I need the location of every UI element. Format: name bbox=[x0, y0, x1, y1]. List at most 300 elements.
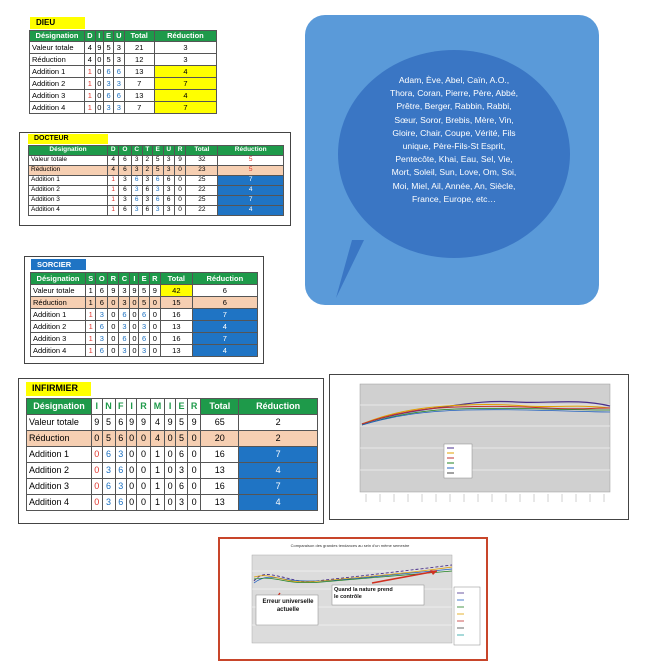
value-cell: 0 bbox=[174, 196, 185, 206]
value-cell: 5 bbox=[139, 285, 149, 297]
value-cell: 3 bbox=[139, 321, 149, 333]
reduction-cell: 5 bbox=[218, 156, 284, 166]
value-cell: 0 bbox=[95, 78, 104, 90]
sorcier-table bbox=[30, 272, 258, 357]
total-cell: 7 bbox=[124, 102, 154, 114]
value-cell: 3 bbox=[152, 206, 163, 216]
row-label: Addition 1 bbox=[29, 176, 108, 186]
value-cell: 6 bbox=[119, 186, 131, 196]
value-cell: 1 bbox=[86, 321, 96, 333]
value-cell: 5 bbox=[175, 431, 187, 447]
value-cell: 3 bbox=[139, 345, 149, 357]
value-cell: 6 bbox=[114, 90, 125, 102]
value-cell: 4 bbox=[150, 431, 165, 447]
row-label: Réduction bbox=[30, 54, 85, 66]
trend-chart bbox=[336, 378, 622, 516]
value-cell: 0 bbox=[165, 463, 176, 479]
value-cell: 6 bbox=[152, 176, 163, 186]
value-cell: 2 bbox=[142, 166, 152, 176]
value-cell: 6 bbox=[104, 90, 114, 102]
value-cell: 0 bbox=[174, 186, 185, 196]
total-cell: 15 bbox=[160, 297, 192, 309]
row-label: Réduction bbox=[31, 297, 86, 309]
value-cell: 0 bbox=[126, 447, 137, 463]
value-cell: 4 bbox=[85, 54, 96, 66]
value-cell: 3 bbox=[119, 285, 130, 297]
reduction-cell: 4 bbox=[192, 345, 257, 357]
value-cell: 0 bbox=[165, 431, 176, 447]
annotation-left-line-2: actuelle bbox=[276, 607, 300, 613]
value-cell: 6 bbox=[119, 206, 131, 216]
annotation-universal-error bbox=[257, 598, 319, 614]
reduction-cell: 4 bbox=[218, 186, 284, 196]
value-cell: 6 bbox=[115, 495, 126, 511]
infirmier-table bbox=[26, 398, 318, 511]
value-cell: 9 bbox=[130, 285, 139, 297]
row-label: Addition 2 bbox=[29, 186, 108, 196]
header-cell: I bbox=[92, 399, 103, 415]
table-row bbox=[27, 463, 318, 479]
value-cell: 1 bbox=[86, 297, 96, 309]
header-cell: Réduction bbox=[154, 31, 216, 42]
word-list-line: France, Europe, etc… bbox=[411, 193, 497, 204]
value-cell: 5 bbox=[104, 54, 114, 66]
value-cell: 5 bbox=[152, 156, 163, 166]
value-cell: 5 bbox=[102, 431, 115, 447]
table-row bbox=[30, 90, 217, 102]
total-cell: 22 bbox=[186, 186, 218, 196]
header-cell: O bbox=[96, 273, 108, 285]
row-label: Addition 4 bbox=[30, 102, 85, 114]
value-cell: 0 bbox=[174, 206, 185, 216]
total-cell: 13 bbox=[201, 463, 239, 479]
value-cell: 6 bbox=[139, 333, 149, 345]
value-cell: 6 bbox=[163, 176, 174, 186]
value-cell: 3 bbox=[163, 156, 174, 166]
value-cell: 0 bbox=[130, 333, 139, 345]
header-cell: U bbox=[114, 31, 125, 42]
value-cell: 0 bbox=[92, 463, 103, 479]
value-cell: 6 bbox=[96, 345, 108, 357]
table-row bbox=[27, 415, 318, 431]
value-cell: 3 bbox=[119, 297, 130, 309]
row-label: Addition 1 bbox=[30, 66, 85, 78]
table-row bbox=[30, 102, 217, 114]
value-cell: 0 bbox=[130, 309, 139, 321]
total-cell: 42 bbox=[160, 285, 192, 297]
header-cell: Réduction bbox=[239, 399, 318, 415]
value-cell: 1 bbox=[150, 495, 165, 511]
value-cell: 0 bbox=[95, 66, 104, 78]
reduction-cell: 7 bbox=[218, 176, 284, 186]
header-cell: Désignation bbox=[27, 399, 92, 415]
value-cell: 6 bbox=[96, 285, 108, 297]
total-cell: 25 bbox=[186, 196, 218, 206]
annotation-left-line-1: Erreur universelle bbox=[262, 599, 314, 605]
value-cell: 3 bbox=[115, 479, 126, 495]
value-cell: 1 bbox=[150, 463, 165, 479]
value-cell: 3 bbox=[96, 309, 108, 321]
value-cell: 0 bbox=[108, 333, 119, 345]
sorcier-title: SORCIER bbox=[31, 259, 86, 270]
word-list-line: Moi, Miel, Ail, Année, An, Siècle, bbox=[392, 180, 516, 191]
value-cell: 3 bbox=[142, 176, 152, 186]
word-list-line: Pentecôte, Khai, Eau, Sel, Vie, bbox=[395, 154, 513, 165]
value-cell: 0 bbox=[149, 309, 160, 321]
word-list-line: Prêtre, Berger, Rabbin, Rabbi, bbox=[396, 101, 512, 112]
table-row bbox=[31, 345, 258, 357]
value-cell: 1 bbox=[85, 102, 96, 114]
value-cell: 6 bbox=[131, 176, 142, 186]
value-cell: 3 bbox=[119, 196, 131, 206]
header-cell: Total bbox=[160, 273, 192, 285]
value-cell: 6 bbox=[119, 309, 130, 321]
header-cell: I bbox=[126, 399, 137, 415]
value-cell: 1 bbox=[86, 309, 96, 321]
value-cell: 0 bbox=[137, 479, 150, 495]
row-label: Valeur totale bbox=[31, 285, 86, 297]
value-cell: 0 bbox=[92, 495, 103, 511]
value-cell: 0 bbox=[126, 431, 137, 447]
value-cell: 0 bbox=[130, 297, 139, 309]
total-cell: 65 bbox=[201, 415, 239, 431]
value-cell: 0 bbox=[174, 166, 185, 176]
total-cell: 13 bbox=[124, 90, 154, 102]
table-row bbox=[29, 206, 284, 216]
header-cell: Réduction bbox=[218, 146, 284, 156]
total-cell: 21 bbox=[124, 42, 154, 54]
value-cell: 0 bbox=[165, 479, 176, 495]
value-cell: 0 bbox=[137, 495, 150, 511]
value-cell: 9 bbox=[126, 415, 137, 431]
total-cell: 20 bbox=[201, 431, 239, 447]
value-cell: 0 bbox=[149, 297, 160, 309]
header-cell: I bbox=[95, 31, 104, 42]
value-cell: 9 bbox=[92, 415, 103, 431]
value-cell: 3 bbox=[119, 321, 130, 333]
row-label: Addition 2 bbox=[31, 321, 86, 333]
total-cell: 23 bbox=[186, 166, 218, 176]
row-label: Addition 4 bbox=[27, 495, 92, 511]
value-cell: 0 bbox=[95, 102, 104, 114]
table-row bbox=[31, 297, 258, 309]
row-label: Réduction bbox=[29, 166, 108, 176]
value-cell: 9 bbox=[165, 415, 176, 431]
value-cell: 0 bbox=[149, 321, 160, 333]
total-cell: 25 bbox=[186, 176, 218, 186]
value-cell: 0 bbox=[137, 463, 150, 479]
value-cell: 6 bbox=[131, 196, 142, 206]
header-cell: U bbox=[163, 146, 174, 156]
value-cell: 0 bbox=[165, 447, 176, 463]
value-cell: 5 bbox=[152, 166, 163, 176]
value-cell: 4 bbox=[108, 156, 119, 166]
row-label: Valeur totale bbox=[30, 42, 85, 54]
table-row bbox=[30, 54, 217, 66]
value-cell: 0 bbox=[92, 447, 103, 463]
header-cell: E bbox=[152, 146, 163, 156]
value-cell: 3 bbox=[104, 78, 114, 90]
reduction-cell: 7 bbox=[239, 479, 318, 495]
value-cell: 3 bbox=[142, 196, 152, 206]
value-cell: 6 bbox=[114, 66, 125, 78]
value-cell: 3 bbox=[175, 495, 187, 511]
reduction-cell: 4 bbox=[192, 321, 257, 333]
value-cell: 0 bbox=[149, 345, 160, 357]
value-cell: 3 bbox=[163, 166, 174, 176]
value-cell: 6 bbox=[139, 309, 149, 321]
word-list-line: Thora, Coran, Pierre, Père, Abbé, bbox=[389, 88, 519, 99]
value-cell: 4 bbox=[85, 42, 96, 54]
header-cell: Désignation bbox=[29, 146, 108, 156]
header-cell: Réduction bbox=[192, 273, 257, 285]
header-cell: R bbox=[137, 399, 150, 415]
annotation-nature-control bbox=[334, 587, 424, 601]
row-label: Addition 3 bbox=[31, 333, 86, 345]
value-cell: 9 bbox=[174, 156, 185, 166]
value-cell: 3 bbox=[131, 166, 142, 176]
value-cell: 0 bbox=[188, 447, 201, 463]
table-row bbox=[30, 42, 217, 54]
docteur-title: DOCTEUR bbox=[28, 134, 108, 144]
reduction-cell: 7 bbox=[192, 333, 257, 345]
row-label: Addition 3 bbox=[29, 196, 108, 206]
reduction-cell: 6 bbox=[192, 297, 257, 309]
value-cell: 3 bbox=[163, 186, 174, 196]
value-cell: 0 bbox=[130, 321, 139, 333]
value-cell: 3 bbox=[131, 186, 142, 196]
header-cell: Désignation bbox=[30, 31, 85, 42]
reduction-cell: 4 bbox=[218, 206, 284, 216]
reduction-cell: 2 bbox=[239, 431, 318, 447]
value-cell: 6 bbox=[115, 415, 126, 431]
word-list bbox=[345, 74, 563, 206]
table-row bbox=[30, 66, 217, 78]
value-cell: 3 bbox=[115, 447, 126, 463]
reduction-cell: 4 bbox=[239, 463, 318, 479]
value-cell: 0 bbox=[149, 333, 160, 345]
value-cell: 6 bbox=[104, 66, 114, 78]
word-list-line: Gloire, Chair, Coupe, Vérité, Fils bbox=[392, 127, 516, 138]
reduction-cell: 3 bbox=[154, 42, 216, 54]
row-label: Addition 1 bbox=[27, 447, 92, 463]
value-cell: 9 bbox=[95, 42, 104, 54]
table-row bbox=[29, 166, 284, 176]
row-label: Valeur totale bbox=[29, 156, 108, 166]
value-cell: 1 bbox=[108, 206, 119, 216]
value-cell: 6 bbox=[119, 156, 131, 166]
value-cell: 3 bbox=[163, 206, 174, 216]
header-cell: E bbox=[139, 273, 149, 285]
reduction-cell: 2 bbox=[239, 415, 318, 431]
value-cell: 0 bbox=[108, 321, 119, 333]
word-list-line: Adam, Ève, Abel, Caïn, A.O., bbox=[398, 75, 510, 85]
reduction-cell: 5 bbox=[218, 166, 284, 176]
value-cell: 0 bbox=[126, 463, 137, 479]
value-cell: 3 bbox=[114, 78, 125, 90]
value-cell: 5 bbox=[175, 415, 187, 431]
total-cell: 12 bbox=[124, 54, 154, 66]
value-cell: 0 bbox=[92, 431, 103, 447]
reduction-cell: 7 bbox=[239, 447, 318, 463]
value-cell: 9 bbox=[188, 415, 201, 431]
value-cell: 1 bbox=[86, 345, 96, 357]
value-cell: 1 bbox=[108, 196, 119, 206]
table-row bbox=[31, 321, 258, 333]
value-cell: 6 bbox=[96, 297, 108, 309]
reduction-cell: 7 bbox=[154, 102, 216, 114]
value-cell: 0 bbox=[92, 479, 103, 495]
value-cell: 6 bbox=[119, 166, 131, 176]
value-cell: 6 bbox=[142, 206, 152, 216]
value-cell: 0 bbox=[137, 431, 150, 447]
row-label: Addition 3 bbox=[30, 90, 85, 102]
table-row bbox=[27, 479, 318, 495]
value-cell: 3 bbox=[119, 176, 131, 186]
value-cell: 1 bbox=[85, 66, 96, 78]
total-cell: 13 bbox=[160, 321, 192, 333]
value-cell: 0 bbox=[126, 495, 137, 511]
value-cell: 2 bbox=[142, 156, 152, 166]
total-cell: 16 bbox=[160, 309, 192, 321]
header-cell: D bbox=[108, 146, 119, 156]
value-cell: 6 bbox=[175, 479, 187, 495]
value-cell: 9 bbox=[137, 415, 150, 431]
header-cell: R bbox=[188, 399, 201, 415]
total-cell: 16 bbox=[160, 333, 192, 345]
value-cell: 0 bbox=[165, 495, 176, 511]
value-cell: 0 bbox=[137, 447, 150, 463]
value-cell: 3 bbox=[96, 333, 108, 345]
value-cell: 6 bbox=[102, 447, 115, 463]
value-cell: 0 bbox=[188, 495, 201, 511]
value-cell: 3 bbox=[114, 54, 125, 66]
row-label: Addition 4 bbox=[29, 206, 108, 216]
total-cell: 13 bbox=[124, 66, 154, 78]
value-cell: 6 bbox=[115, 431, 126, 447]
total-cell: 13 bbox=[160, 345, 192, 357]
header-cell: M bbox=[150, 399, 165, 415]
table-row bbox=[27, 431, 318, 447]
value-cell: 4 bbox=[150, 415, 165, 431]
table-row bbox=[31, 285, 258, 297]
value-cell: 1 bbox=[150, 447, 165, 463]
header-cell: E bbox=[104, 31, 114, 42]
docteur-table bbox=[28, 145, 284, 216]
reduction-cell: 4 bbox=[154, 66, 216, 78]
reduction-cell: 7 bbox=[218, 196, 284, 206]
table-row bbox=[27, 447, 318, 463]
value-cell: 1 bbox=[85, 78, 96, 90]
value-cell: 0 bbox=[174, 176, 185, 186]
value-cell: 5 bbox=[104, 42, 114, 54]
table-row bbox=[29, 156, 284, 166]
row-label: Addition 1 bbox=[31, 309, 86, 321]
value-cell: 3 bbox=[102, 463, 115, 479]
value-cell: 1 bbox=[86, 333, 96, 345]
value-cell: 5 bbox=[139, 297, 149, 309]
total-cell: 22 bbox=[186, 206, 218, 216]
total-cell: 7 bbox=[124, 78, 154, 90]
reduction-cell: 4 bbox=[154, 90, 216, 102]
table-row bbox=[30, 78, 217, 90]
value-cell: 1 bbox=[85, 90, 96, 102]
value-cell: 4 bbox=[108, 166, 119, 176]
value-cell: 9 bbox=[108, 285, 119, 297]
value-cell: 3 bbox=[102, 495, 115, 511]
word-list-line: Sœur, Soror, Brebis, Mère, Vin, bbox=[394, 114, 514, 125]
header-cell: R bbox=[108, 273, 119, 285]
header-cell: I bbox=[130, 273, 139, 285]
header-cell: D bbox=[85, 31, 96, 42]
annotation-right-line-1: Quand la nature prend bbox=[334, 587, 393, 593]
header-cell: Total bbox=[201, 399, 239, 415]
dieu-table bbox=[29, 30, 217, 114]
value-cell: 3 bbox=[131, 156, 142, 166]
header-cell: E bbox=[175, 399, 187, 415]
reduction-cell: 3 bbox=[154, 54, 216, 66]
infirmier-title: INFIRMIER bbox=[26, 382, 91, 396]
header-cell: N bbox=[102, 399, 115, 415]
table-row bbox=[31, 309, 258, 321]
value-cell: 3 bbox=[152, 186, 163, 196]
value-cell: 0 bbox=[95, 54, 104, 66]
total-cell: 32 bbox=[186, 156, 218, 166]
header-cell: S bbox=[86, 273, 96, 285]
reduction-cell: 7 bbox=[192, 309, 257, 321]
value-cell: 3 bbox=[175, 463, 187, 479]
reduction-cell: 4 bbox=[239, 495, 318, 511]
value-cell: 5 bbox=[102, 415, 115, 431]
row-label: Addition 4 bbox=[31, 345, 86, 357]
value-cell: 6 bbox=[142, 186, 152, 196]
value-cell: 3 bbox=[119, 345, 130, 357]
value-cell: 0 bbox=[108, 309, 119, 321]
row-label: Addition 2 bbox=[30, 78, 85, 90]
table-row bbox=[29, 176, 284, 186]
speech-bubble-tail bbox=[330, 240, 400, 300]
value-cell: 6 bbox=[96, 321, 108, 333]
total-cell: 16 bbox=[201, 447, 239, 463]
row-label: Valeur totale bbox=[27, 415, 92, 431]
value-cell: 0 bbox=[95, 90, 104, 102]
total-cell: 16 bbox=[201, 479, 239, 495]
dieu-title: DIEU bbox=[30, 17, 85, 29]
value-cell: 3 bbox=[114, 102, 125, 114]
header-cell: Total bbox=[186, 146, 218, 156]
row-label: Addition 3 bbox=[27, 479, 92, 495]
bottom-chart-title: Comparaison des grandes tendances au sein d'un même semestre bbox=[290, 543, 410, 548]
value-cell: 0 bbox=[188, 463, 201, 479]
value-cell: 0 bbox=[108, 297, 119, 309]
value-cell: 0 bbox=[126, 479, 137, 495]
value-cell: 3 bbox=[131, 206, 142, 216]
value-cell: 1 bbox=[108, 186, 119, 196]
table-row bbox=[27, 495, 318, 511]
value-cell: 3 bbox=[104, 102, 114, 114]
reduction-cell: 7 bbox=[154, 78, 216, 90]
annotation-right-line-2: le contrôle bbox=[334, 594, 362, 600]
header-cell: T bbox=[142, 146, 152, 156]
header-cell: I bbox=[165, 399, 176, 415]
header-cell: R bbox=[149, 273, 160, 285]
value-cell: 0 bbox=[188, 479, 201, 495]
header-cell: Total bbox=[124, 31, 154, 42]
value-cell: 1 bbox=[150, 479, 165, 495]
total-cell: 13 bbox=[201, 495, 239, 511]
value-cell: 9 bbox=[149, 285, 160, 297]
header-cell: C bbox=[131, 146, 142, 156]
